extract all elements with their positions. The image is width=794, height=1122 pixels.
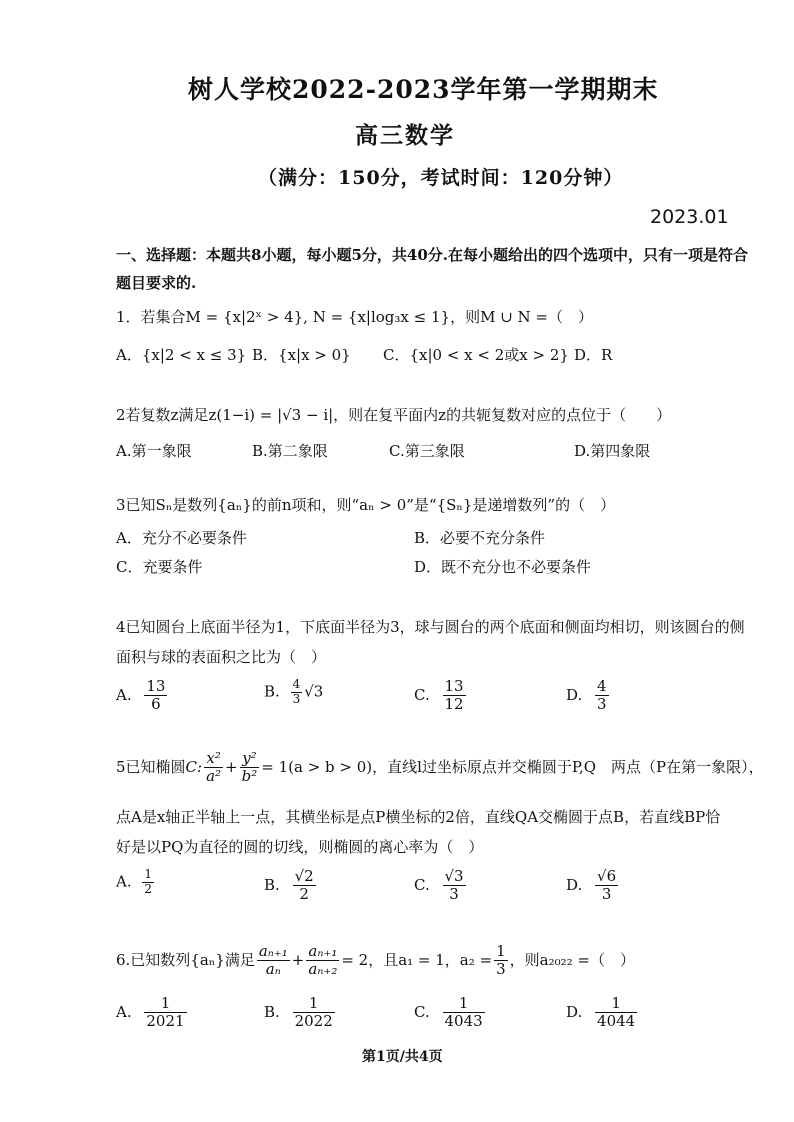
question-1-option-b: B．{x|x > 0} bbox=[252, 346, 351, 364]
exam-title: 树人学校2022-2023学年第一学期期末 bbox=[188, 75, 659, 104]
question-4-stem-line1: 4已知圆台上底面半径为1，下底面半径为3，球与圆台的两个底面和侧面均相切，则该圆台的侧 bbox=[116, 618, 745, 636]
fraction: $\frac{\text{aₙ₊₁}}{\text{aₙ₊₂}}$ bbox=[308, 942, 338, 979]
section-heading-line2: 题目要求的. bbox=[116, 274, 197, 292]
option-label: B. bbox=[264, 682, 280, 701]
question-6-stem: 6.已知数列{aₙ}满足 $\frac{\text{aₙ₊₁}}{\text{aₙ}}$ + $\frac{\text{aₙ₊₁}}{\text{aₙ₊₂}}$ = 2，且a₁ = 1，a₂ = $\frac{1}{3}$ ，则a₂₀₂₂ =（ ） bbox=[116, 942, 635, 979]
option-label: B. bbox=[264, 1002, 280, 1021]
question-4-option-c bbox=[414, 678, 468, 714]
question-2-option-d: D.第四象限 bbox=[574, 442, 651, 460]
exam-info: （满分：150分，考试时间：120分钟） bbox=[258, 167, 624, 189]
fraction: $\frac{√3}{3}$ bbox=[444, 867, 464, 904]
fraction: $\frac{1}{2}$ bbox=[144, 867, 153, 896]
exam-date: 2023.01 bbox=[650, 206, 729, 228]
question-4-option-a bbox=[116, 678, 169, 714]
question-2-option-c: C.第三象限 bbox=[389, 442, 465, 460]
question-3-option-b: B．必要不充分条件 bbox=[414, 529, 546, 547]
section-heading-line1: 一、选择题：本题共8小题，每小题5分，共40分.在每小题给出的四个选项中，只有一项是符合 bbox=[116, 246, 748, 264]
fraction: $\frac{\text{aₙ₊₁}}{\text{aₙ}}$ bbox=[258, 942, 288, 979]
page-footer: 第1页/共4页 bbox=[362, 1049, 443, 1065]
question-4-option-b bbox=[264, 678, 323, 707]
fraction: $\frac{4}{3}$ bbox=[292, 677, 301, 706]
question-1-option-c: C．{x|0 < x < 2或x > 2} bbox=[383, 346, 569, 364]
question-3-option-a: A．充分不必要条件 bbox=[116, 529, 247, 547]
question-6-option-d bbox=[566, 995, 639, 1031]
fraction: $\frac{\text{y²}}{\text{b²}}$ bbox=[241, 749, 258, 786]
question-1-option-d: D．R bbox=[574, 346, 613, 364]
fraction: $\frac{13}{6}$ bbox=[146, 677, 166, 714]
question-1-option-a: A．{x|2 < x ≤ 3} bbox=[116, 346, 247, 364]
question-2-option-a: A.第一象限 bbox=[116, 442, 192, 460]
question-6-option-b bbox=[264, 995, 337, 1031]
fraction: $\frac{1}{4044}$ bbox=[597, 994, 636, 1031]
question-5-stem-line1: 5已知椭圆C: $\frac{\text{x²}}{\text{a²}}$ + $\frac{\text{y²}}{\text{b²}}$ = 1(a > b > 0)，直线l过坐标原点并交椭圆于P,Q 两点（P在第一象限）， bbox=[116, 749, 764, 786]
option-label: A. bbox=[116, 685, 132, 704]
question-4-option-d bbox=[566, 678, 611, 714]
question-5-stem-line2: 点A是x轴正半轴上一点，其横坐标是点P横坐标的2倍，直线QA交椭圆于点B，若直线BP恰 bbox=[116, 808, 721, 826]
question-5-option-b bbox=[264, 868, 318, 904]
question-3-option-d: D．既不充分也不必要条件 bbox=[414, 558, 592, 576]
fraction: $\frac{\text{x²}}{\text{a²}}$ bbox=[206, 749, 222, 786]
option-label: A. bbox=[116, 872, 132, 891]
fraction: $\frac{1}{2022}$ bbox=[294, 994, 333, 1031]
question-3-option-c: C．充要条件 bbox=[116, 558, 203, 576]
question-2-stem: 2若复数z满足z(1−i) = |√3 − i|，则在复平面内z的共轭复数对应的点位于（ ） bbox=[116, 406, 672, 424]
fraction: $\frac{1}{3}$ bbox=[496, 942, 506, 979]
fraction: $\frac{1}{2021}$ bbox=[146, 994, 185, 1031]
question-4-stem-line2: 面积与球的表面积之比为（ ） bbox=[116, 648, 327, 666]
fraction: $\frac{√6}{3}$ bbox=[597, 867, 617, 904]
question-3-stem: 3已知Sₙ是数列{aₙ}的前n项和，则“aₙ > 0”是“{Sₙ}是递增数列”的（ ） bbox=[116, 496, 616, 514]
question-5-option-d bbox=[566, 868, 620, 904]
question-6-option-a bbox=[116, 995, 189, 1031]
question-5-option-c bbox=[414, 868, 468, 904]
option-label: C. bbox=[414, 1002, 430, 1021]
question-2-option-b: B.第二象限 bbox=[252, 442, 328, 460]
option-label: D. bbox=[566, 1002, 583, 1021]
option-label: D. bbox=[566, 875, 583, 894]
exam-subject: 高三数学 bbox=[355, 122, 455, 149]
question-6-option-c bbox=[414, 995, 487, 1031]
fraction: $\frac{4}{3}$ bbox=[597, 677, 607, 714]
option-label: C. bbox=[414, 685, 430, 704]
question-5-option-a bbox=[116, 868, 156, 897]
fraction: $\frac{1}{4043}$ bbox=[444, 994, 483, 1031]
question-5-stem-line3: 好是以PQ为直径的圆的切线，则椭圆的离心率为（ ） bbox=[116, 838, 484, 856]
option-label: A. bbox=[116, 1002, 132, 1021]
option-label: B. bbox=[264, 875, 280, 894]
fraction: $\frac{13}{12}$ bbox=[444, 677, 464, 714]
fraction: $\frac{√2}{2}$ bbox=[294, 867, 314, 904]
option-label: C. bbox=[414, 875, 430, 894]
question-1-stem: 1．若集合M = {x|2ˣ > 4}, N = {x|log₃x ≤ 1}，则M ∪ N =（ ） bbox=[116, 308, 593, 326]
sqrt-term: √3 bbox=[304, 682, 324, 701]
option-label: D. bbox=[566, 685, 583, 704]
